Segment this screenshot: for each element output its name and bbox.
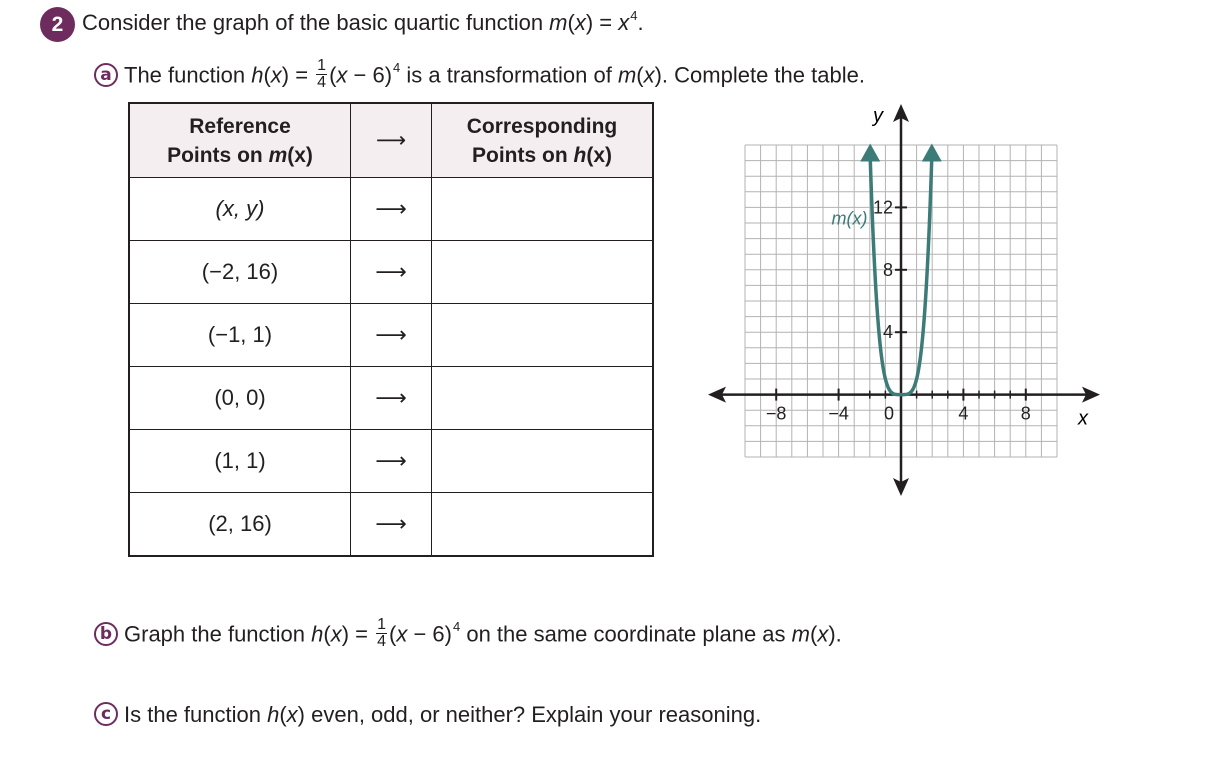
ref-point-cell: (−2, 16): [129, 241, 351, 304]
frac-num: 1: [317, 57, 327, 74]
inner-var: x: [336, 62, 348, 88]
row-arrow: ⟶: [351, 493, 432, 557]
ref-point-cell: (2, 16): [129, 493, 351, 557]
frac-den: 4: [377, 633, 387, 650]
ref-point-cell: [129, 178, 351, 241]
header-col3-line1: Corresponding: [466, 114, 618, 138]
answer-cell[interactable]: [432, 304, 654, 367]
header-col1-line1: Reference: [189, 114, 291, 138]
m-name: m: [617, 62, 637, 88]
curve-label: m(x): [831, 208, 868, 229]
table-row: [129, 241, 653, 304]
header-corresponding-points: [432, 103, 654, 178]
exponent: 4: [630, 8, 638, 23]
curve-arrow-left: [860, 143, 880, 161]
h-var: x: [270, 62, 282, 88]
x-tick-label: 8: [1020, 403, 1031, 424]
paren-open: (: [329, 62, 337, 88]
frac-num: 1: [377, 616, 387, 633]
part-c-text-1: Is the function: [124, 702, 268, 727]
header-col1-var: (x): [287, 143, 313, 167]
table-row: [129, 178, 653, 241]
equals-sign: =: [593, 10, 619, 35]
problem-statement: Consider the graph of the basic quartic function $m(x) = x^4$.: [82, 8, 644, 35]
y-tick-label: 12: [872, 197, 893, 218]
equals-sign: =: [289, 62, 315, 88]
period: .: [637, 10, 644, 35]
header-col3-func: h: [573, 143, 587, 167]
base-var: x: [618, 10, 630, 35]
exponent: 4: [393, 60, 401, 76]
ref-point: (x, y): [215, 196, 265, 221]
fraction: [316, 58, 327, 91]
header-col1-func: m: [268, 143, 288, 167]
answer-cell[interactable]: [432, 430, 654, 493]
transformation-table: [128, 102, 654, 557]
inner-rest: − 6): [407, 621, 452, 647]
func-name: m: [549, 10, 568, 35]
row-arrow: ⟶: [351, 367, 432, 430]
part-b-badge: b: [94, 622, 118, 646]
part-b-text-3: .: [835, 621, 842, 647]
table-row: [129, 430, 653, 493]
curve-arrow-right: [922, 143, 942, 161]
m-name: m: [791, 621, 810, 647]
table-row: [129, 367, 653, 430]
answer-cell[interactable]: [432, 367, 654, 430]
part-a-badge: a: [94, 63, 118, 87]
h-name: h: [267, 702, 280, 727]
row-arrow: ⟶: [351, 178, 432, 241]
part-a-statement: a The function h(x) = $\frac{1}{4}$ $(x - 6)^4$ is a transformation of m(x). Complete the table.: [94, 60, 865, 93]
ref-point-cell: (1, 1): [129, 430, 351, 493]
exponent: 4: [452, 619, 461, 635]
y-tick-label: 8: [882, 259, 893, 280]
h-name: h: [311, 621, 324, 647]
part-a-text-2: is a transformation of: [400, 62, 618, 88]
h-var: x: [330, 621, 342, 647]
inner-var: x: [396, 621, 408, 647]
x-tick-label: 4: [958, 403, 969, 424]
part-b-text-1: Graph the function: [124, 621, 312, 647]
fraction: [376, 617, 387, 650]
table-header-row: [129, 103, 653, 178]
problem-text: Consider the graph of the basic quartic function: [82, 10, 550, 35]
part-c-statement: c Is the function h(x) even, odd, or neither? Explain your reasoning.: [94, 701, 761, 729]
part-b-statement: b Graph the function h(x) = $\frac{1}{4}$ $(x - 6)^4$ on the same coordinate plane as m(x).: [94, 619, 842, 652]
func-var: x: [574, 10, 586, 35]
y-axis-label: y: [873, 105, 883, 127]
x-axis-label: x: [1078, 407, 1088, 430]
part-c-text-2: even, odd, or neither? Explain your reasoning.: [305, 702, 762, 727]
ticks: [766, 197, 1031, 423]
header-col1-prefix: Points on: [167, 143, 269, 167]
row-arrow: ⟶: [351, 430, 432, 493]
x-tick-label: 0: [883, 403, 895, 424]
equals-sign: =: [349, 621, 375, 647]
answer-cell[interactable]: [432, 493, 654, 557]
paren-open: (: [389, 621, 397, 647]
answer-cell[interactable]: [432, 178, 654, 241]
answer-cell[interactable]: [432, 241, 654, 304]
frac-den: 4: [317, 74, 327, 91]
inner-rest: − 6): [347, 62, 393, 88]
part-a-text-1: The function: [124, 62, 252, 88]
y-tick-label: 4: [882, 322, 893, 343]
header-col3-var: (x): [586, 143, 612, 167]
ref-point-cell: (0, 0): [129, 367, 351, 430]
header-arrow: ⟶: [351, 103, 432, 178]
h-var: x: [286, 702, 298, 727]
row-arrow: ⟶: [351, 304, 432, 367]
part-a-text-3: . Complete the table.: [661, 62, 865, 88]
part-c-badge: c: [94, 702, 118, 726]
part-b-text-2: on the same coordinate plane as: [460, 621, 792, 647]
x-tick-label: −4: [828, 403, 849, 424]
header-col3-prefix: Points on: [472, 143, 574, 167]
table-row: [129, 304, 653, 367]
header-reference-points: [129, 103, 351, 178]
problem-number-badge: 2: [40, 7, 75, 42]
x-tick-label: −8: [765, 403, 787, 424]
ref-point-cell: (−1, 1): [129, 304, 351, 367]
coordinate-plane[interactable]: [700, 100, 1110, 500]
row-arrow: ⟶: [351, 241, 432, 304]
h-name: h: [251, 62, 264, 88]
table-row: [129, 493, 653, 557]
